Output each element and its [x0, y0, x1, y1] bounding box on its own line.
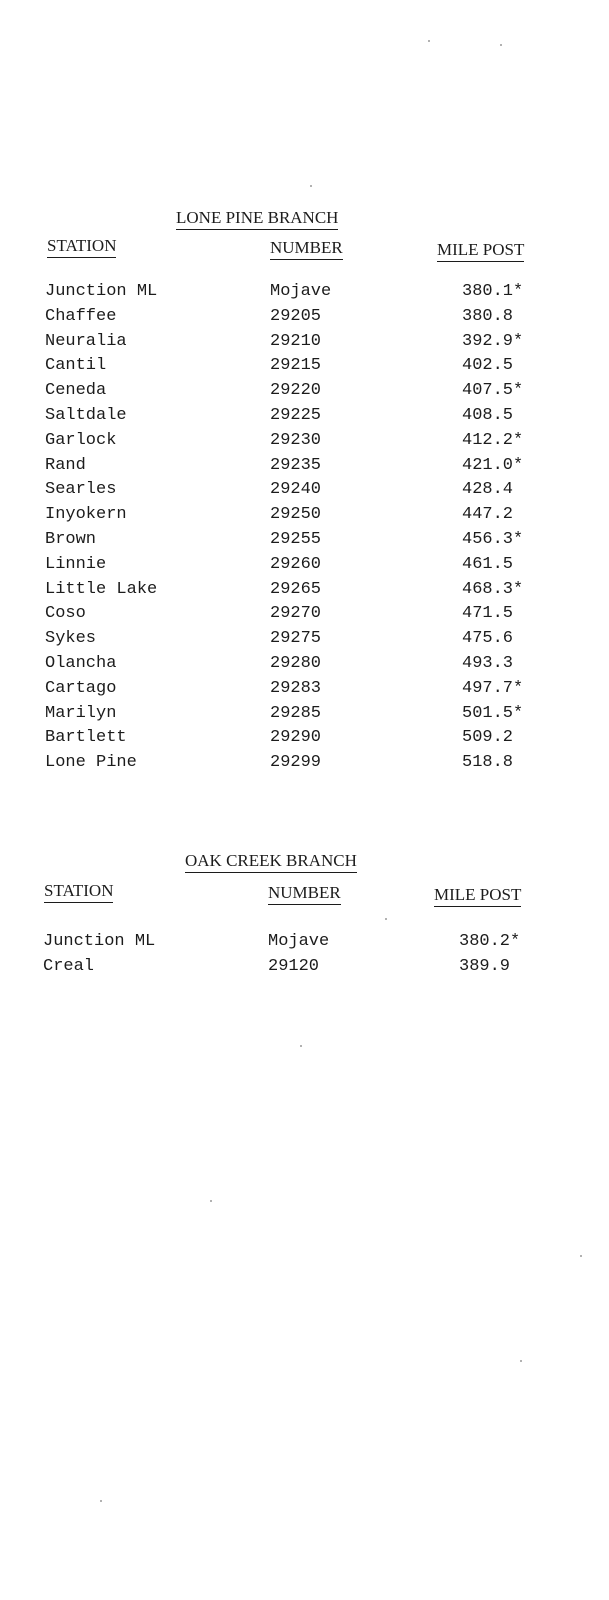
- scan-speck: [310, 185, 312, 187]
- table-row: [0, 627, 609, 652]
- table-row: [0, 305, 609, 330]
- table-row: [0, 330, 609, 355]
- mile-post-cell: 392.9*: [462, 331, 524, 351]
- station-cell: Junction ML: [43, 932, 156, 951]
- station-cell: Lone Pine: [45, 753, 137, 773]
- number-cell: 29215: [270, 356, 322, 376]
- table-row: [0, 404, 609, 429]
- oak-creek-station-header: STATION: [44, 881, 113, 903]
- scan-speck: [300, 1045, 302, 1047]
- station-cell: Cartago: [45, 678, 117, 698]
- station-cell: Garlock: [45, 430, 117, 450]
- station-cell: Linnie: [45, 554, 107, 574]
- number-cell: 29275: [270, 629, 322, 649]
- table-row: [0, 726, 609, 751]
- number-cell: 29290: [270, 728, 322, 748]
- mile-post-cell: 380.1*: [462, 282, 524, 301]
- mile-post-cell: 475.6: [462, 629, 514, 649]
- table-row: [0, 429, 609, 454]
- mile-post-cell: 380.8: [462, 306, 514, 326]
- station-cell: Ceneda: [45, 381, 107, 401]
- number-cell: 29260: [270, 554, 322, 574]
- station-cell: Bartlett: [45, 728, 127, 748]
- number-cell: 29299: [270, 753, 322, 773]
- mile-post-cell: 380.2*: [459, 932, 521, 951]
- table-row: [0, 478, 609, 503]
- station-cell: Cantil: [45, 356, 107, 376]
- lone-pine-branch-title: LONE PINE BRANCH: [176, 208, 338, 230]
- scan-speck: [428, 40, 430, 42]
- number-cell: 29270: [270, 604, 322, 624]
- number-cell: 29235: [270, 455, 322, 475]
- station-cell: Rand: [45, 455, 86, 475]
- table-row: [0, 751, 609, 776]
- scan-speck: [100, 1500, 102, 1502]
- number-cell: 29230: [270, 430, 322, 450]
- mile-post-cell: 493.3: [462, 654, 514, 673]
- table-row: [0, 454, 609, 479]
- mile-post-cell: 408.5: [462, 406, 514, 425]
- station-cell: Saltdale: [45, 406, 127, 425]
- scan-speck: [210, 1200, 212, 1202]
- station-cell: Sykes: [45, 629, 97, 649]
- scan-speck: [385, 918, 387, 920]
- station-cell: Inyokern: [45, 505, 127, 525]
- mile-post-cell: 461.5: [462, 554, 514, 574]
- table-row: [0, 354, 609, 379]
- oak-creek-branch-title: OAK CREEK BRANCH: [185, 851, 357, 873]
- number-cell: 29265: [270, 579, 322, 599]
- number-cell: 29120: [268, 957, 320, 976]
- number-cell: 29220: [270, 381, 322, 401]
- mile-post-cell: 471.5: [462, 604, 514, 624]
- number-cell: 29225: [270, 406, 322, 425]
- station-cell: Chaffee: [45, 306, 117, 326]
- station-cell: Marilyn: [45, 703, 117, 723]
- mile-post-cell: 501.5*: [462, 703, 524, 723]
- table-row: [0, 955, 609, 980]
- oak-creek-number-header: NUMBER: [268, 883, 341, 905]
- station-cell: Searles: [45, 480, 117, 500]
- station-cell: Olancha: [45, 654, 117, 673]
- mile-post-cell: 428.4: [462, 480, 514, 500]
- number-cell: 29250: [270, 505, 322, 525]
- table-row: [0, 677, 609, 702]
- number-cell: 29283: [270, 678, 322, 698]
- mile-post-cell: 447.2: [462, 505, 514, 525]
- oak-creek-mile-post-header: MILE POST: [434, 885, 521, 907]
- mile-post-cell: 407.5*: [462, 381, 524, 401]
- lone-pine-number-header: NUMBER: [270, 238, 343, 260]
- number-cell: 29210: [270, 331, 322, 351]
- mile-post-cell: 389.9: [459, 957, 511, 976]
- table-row: [0, 652, 609, 677]
- table-row: [0, 578, 609, 603]
- station-cell: Creal: [43, 957, 95, 976]
- number-cell: 29255: [270, 530, 322, 549]
- scan-speck: [520, 1360, 522, 1362]
- table-row: [0, 602, 609, 627]
- table-row: [0, 553, 609, 578]
- lone-pine-mile-post-header: MILE POST: [437, 240, 524, 262]
- number-cell: 29240: [270, 480, 322, 500]
- mile-post-cell: 456.3*: [462, 530, 524, 549]
- number-cell: 29205: [270, 306, 322, 326]
- table-row: [0, 528, 609, 553]
- mile-post-cell: 412.2*: [462, 430, 524, 450]
- lone-pine-station-header: STATION: [47, 236, 116, 258]
- mile-post-cell: 509.2: [462, 728, 514, 748]
- station-cell: Coso: [45, 604, 86, 624]
- mile-post-cell: 421.0*: [462, 455, 524, 475]
- number-cell: 29285: [270, 703, 322, 723]
- station-cell: Little Lake: [45, 579, 158, 599]
- station-cell: Brown: [45, 530, 97, 549]
- number-cell: Mojave: [268, 932, 330, 951]
- table-row: [0, 702, 609, 727]
- number-cell: Mojave: [270, 282, 332, 301]
- number-cell: 29280: [270, 654, 322, 673]
- mile-post-cell: 518.8: [462, 753, 514, 773]
- station-cell: Neuralia: [45, 331, 127, 351]
- table-row: [0, 930, 609, 955]
- mile-post-cell: 402.5: [462, 356, 514, 376]
- table-row: [0, 280, 609, 305]
- scan-speck: [500, 44, 502, 46]
- station-cell: Junction ML: [45, 282, 158, 301]
- mile-post-cell: 468.3*: [462, 579, 524, 599]
- table-row: [0, 503, 609, 528]
- mile-post-cell: 497.7*: [462, 678, 524, 698]
- table-row: [0, 379, 609, 404]
- scan-speck: [580, 1255, 582, 1257]
